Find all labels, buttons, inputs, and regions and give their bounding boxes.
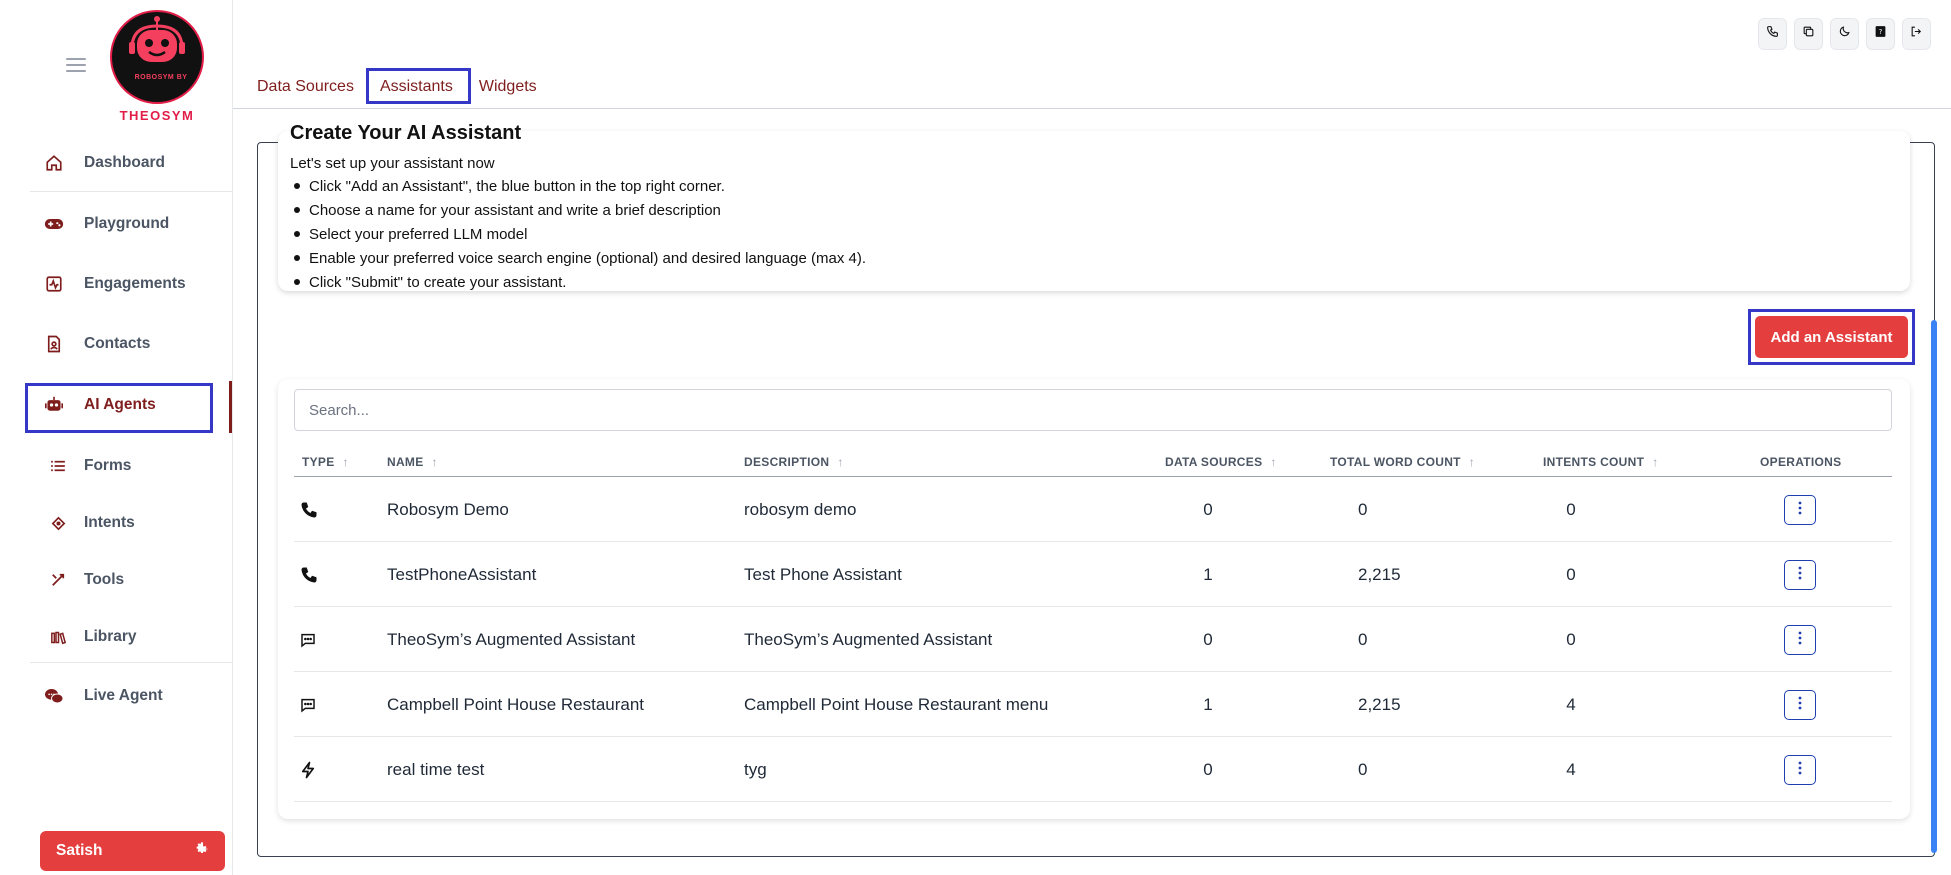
operations-cell (1784, 477, 1816, 542)
column-header-data-sources[interactable]: DATA SOURCES ↑ (1165, 455, 1277, 469)
data-sources-count: 0 (1203, 759, 1213, 779)
tab-assistants[interactable]: Assistants (379, 78, 453, 95)
gear-icon (194, 841, 209, 861)
nav-divider (30, 662, 233, 663)
assistant-name: Campbell Point House Restaurant (387, 694, 645, 714)
gamepad-icon (44, 214, 64, 234)
table-header (294, 447, 1892, 477)
chat-icon (44, 686, 64, 706)
home-icon (44, 153, 64, 173)
sidebar-item-ai-agents[interactable] (30, 385, 233, 425)
data-sources-count: 1 (1203, 694, 1213, 714)
table-row[interactable] (294, 542, 1892, 607)
word-count: 0 (1358, 629, 1368, 649)
add-assistant-button[interactable]: Add an Assistant (1755, 316, 1908, 358)
svg-text:?: ? (1878, 27, 1883, 37)
list-icon (50, 456, 66, 476)
table-row[interactable] (294, 607, 1892, 672)
tab-widgets[interactable]: Widgets (478, 78, 537, 95)
step-text: Click "Add an Assistant", the blue button in the top right corner. (309, 177, 725, 195)
logout-button[interactable] (1902, 18, 1931, 50)
moon-icon (1838, 25, 1851, 43)
column-header-type[interactable]: TYPE ↑ (302, 455, 349, 469)
active-indicator (229, 381, 232, 433)
row-menu-button[interactable] (1784, 495, 1816, 525)
intents-count: 4 (1566, 694, 1576, 714)
theme-toggle-button[interactable] (1830, 18, 1859, 50)
assistant-name: Robosym Demo (387, 499, 509, 519)
intents-count: 0 (1566, 564, 1576, 584)
robot-mascot-icon (112, 12, 202, 102)
intents-count: 4 (1566, 759, 1576, 779)
word-count: 2,215 (1358, 564, 1401, 584)
sidebar-item-live-agent[interactable] (30, 676, 233, 716)
chat-bubble-icon (300, 672, 320, 737)
list-item (290, 198, 1898, 222)
assistant-name: real time test (387, 759, 485, 779)
assistant-description: robosym demo (744, 499, 857, 519)
column-header-operations: OPERATIONS (1760, 455, 1842, 469)
bullet-icon (294, 255, 300, 261)
add-assistant-highlight (1748, 309, 1915, 365)
step-text: Click "Submit" to create your assistant. (309, 273, 567, 291)
library-icon (50, 627, 66, 647)
assistant-name: TestPhoneAssistant (387, 564, 537, 584)
bullet-icon (294, 231, 300, 237)
sort-arrow-icon: ↑ (1652, 455, 1659, 469)
phone-icon (300, 477, 320, 542)
intent-icon (50, 513, 66, 533)
sidebar (0, 0, 233, 875)
sidebar-item-label: AI Agents (84, 396, 156, 413)
contact-icon (44, 334, 64, 354)
sidebar-item-label: Intents (84, 514, 135, 531)
instructions-card (278, 122, 1910, 291)
operations-cell (1784, 542, 1816, 607)
list-item (290, 222, 1898, 246)
column-header-name[interactable]: NAME ↑ (387, 455, 438, 469)
assistant-name: TheoSym’s Augmented Assistant (387, 629, 636, 649)
sidebar-item-label: Live Agent (84, 687, 163, 704)
assistant-description: Campbell Point House Restaurant menu (744, 694, 1049, 714)
logo-brand-text: THEOSYM (119, 108, 195, 123)
user-name: Satish (56, 842, 103, 859)
data-sources-count: 1 (1203, 564, 1213, 584)
search-input[interactable] (294, 389, 1892, 431)
robosym-logo[interactable] (106, 10, 208, 122)
step-text: Choose a name for your assistant and write a brief description (309, 201, 721, 219)
tab-divider (233, 108, 1951, 109)
sidebar-item-dashboard[interactable] (30, 143, 233, 183)
word-count: 0 (1358, 759, 1368, 779)
intents-count: 0 (1566, 629, 1576, 649)
row-menu-button[interactable] (1784, 690, 1816, 720)
column-header-intents-count[interactable]: INTENTS COUNT ↑ (1543, 455, 1659, 469)
menu-toggle-icon[interactable] (66, 58, 86, 72)
list-item (290, 174, 1898, 198)
help-icon (1874, 25, 1887, 43)
table-row[interactable] (294, 737, 1892, 802)
assistant-description: Test Phone Assistant (744, 564, 902, 584)
assistants-table-card (278, 379, 1910, 819)
instructions-title: Create Your AI Assistant (290, 122, 522, 144)
sidebar-item-playground[interactable] (30, 204, 233, 244)
phone-icon (300, 542, 320, 607)
sidebar-item-label: Contacts (84, 335, 151, 352)
step-text: Select your preferred LLM model (309, 225, 528, 243)
list-item (290, 270, 1898, 294)
sort-arrow-icon: ↑ (1270, 455, 1277, 469)
table-row[interactable] (294, 477, 1892, 542)
word-count: 0 (1358, 499, 1368, 519)
tab-data-sources[interactable]: Data Sources (257, 78, 354, 95)
row-menu-button[interactable] (1784, 560, 1816, 590)
sidebar-item-tools[interactable] (30, 560, 233, 600)
user-menu-button[interactable] (40, 831, 225, 871)
copy-icon (1802, 25, 1815, 43)
kebab-icon (1798, 500, 1802, 520)
tab-bar (257, 70, 563, 108)
intents-count: 0 (1566, 499, 1576, 519)
activity-icon (44, 274, 64, 294)
copy-button[interactable] (1794, 18, 1823, 50)
sidebar-item-intents[interactable] (30, 503, 233, 543)
sidebar-item-library[interactable] (30, 617, 233, 657)
step-text: Enable your preferred voice search engine (optional) and desired language (max 4). (309, 249, 866, 267)
sort-arrow-icon: ↑ (1468, 455, 1476, 469)
row-menu-button[interactable] (1784, 625, 1816, 655)
sidebar-item-forms[interactable] (30, 446, 233, 486)
assistant-description: tyg (744, 759, 767, 779)
tools-icon (50, 570, 66, 590)
sidebar-item-engagements[interactable] (30, 264, 233, 304)
sidebar-item-label: Engagements (84, 275, 186, 292)
operations-cell (1784, 737, 1816, 802)
logo-subtext: ROBOSYM BY (134, 74, 188, 81)
kebab-icon (1798, 695, 1802, 715)
chat-bubble-icon (300, 607, 320, 672)
operations-cell (1784, 607, 1816, 672)
sidebar-item-label: Tools (84, 571, 125, 588)
word-count: 2,215 (1358, 694, 1401, 714)
lightning-icon (300, 737, 320, 802)
panel-scrollbar[interactable] (1931, 320, 1937, 853)
instructions-list (290, 174, 1898, 294)
sidebar-item-label: Playground (84, 215, 170, 232)
help-button[interactable] (1866, 18, 1895, 50)
bullet-icon (294, 183, 300, 189)
sort-arrow-icon: ↑ (342, 455, 349, 469)
column-header-description[interactable]: DESCRIPTION ↑ (744, 455, 844, 469)
phone-button[interactable] (1758, 18, 1787, 50)
logo-badge (110, 10, 204, 104)
top-actions (1758, 18, 1931, 50)
assistants-panel (257, 122, 1935, 857)
sidebar-item-label: Dashboard (84, 154, 165, 171)
row-menu-button[interactable] (1784, 755, 1816, 785)
data-sources-count: 0 (1203, 629, 1213, 649)
nav-divider (30, 191, 233, 192)
bullet-icon (294, 279, 300, 285)
logout-icon (1910, 25, 1923, 43)
bullet-icon (294, 207, 300, 213)
sidebar-item-label: Library (84, 628, 137, 645)
robot-icon (44, 395, 64, 415)
sidebar-item-contacts[interactable] (30, 324, 233, 364)
instructions-intro: Let's set up your assistant now (290, 155, 495, 172)
kebab-icon (1798, 630, 1802, 650)
column-header-total-word-count[interactable]: TOTAL WORD COUNT ↑ (1330, 455, 1476, 469)
kebab-icon (1798, 565, 1802, 585)
sort-arrow-icon: ↑ (431, 455, 438, 469)
phone-icon (1766, 25, 1779, 43)
sidebar-item-label: Forms (84, 457, 132, 474)
data-sources-count: 0 (1203, 499, 1213, 519)
assistant-description: TheoSym’s Augmented Assistant (744, 629, 993, 649)
list-item (290, 246, 1898, 270)
kebab-icon (1798, 760, 1802, 780)
operations-cell (1784, 672, 1816, 737)
table-row[interactable] (294, 672, 1892, 737)
sort-arrow-icon: ↑ (837, 455, 844, 469)
